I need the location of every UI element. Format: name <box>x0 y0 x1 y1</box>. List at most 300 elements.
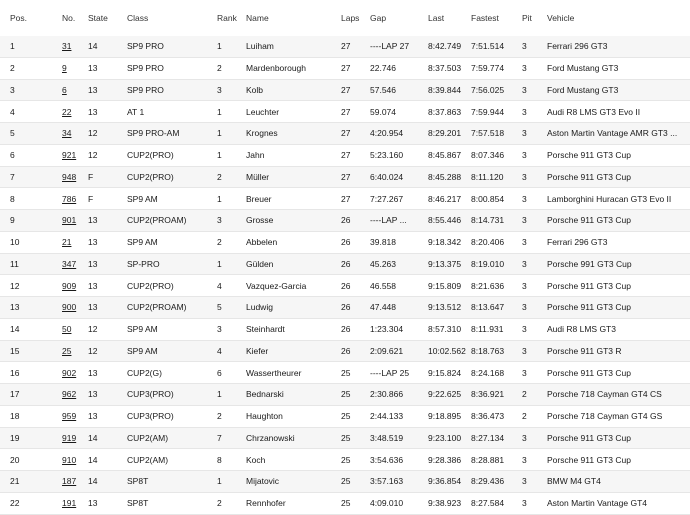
cell-vehicle: Lamborghini Huracan GT3 Evo II <box>547 188 690 210</box>
cell-class: SP8T <box>127 471 217 493</box>
cell-fastest-lap: 7:56.025 <box>471 79 522 101</box>
cell-fastest-lap: 8:20.406 <box>471 231 522 253</box>
cell-laps: 26 <box>341 275 370 297</box>
cell-pos: 5 <box>0 123 62 145</box>
cell-laps: 25 <box>341 449 370 471</box>
cell-rank: 3 <box>217 318 246 340</box>
cell-class: CUP2(PRO) <box>127 275 217 297</box>
table-row <box>0 57 690 79</box>
cell-rank: 1 <box>217 36 246 57</box>
cell-vehicle: Ferrari 296 GT3 <box>547 36 690 57</box>
cell-fastest-lap: 8:00.854 <box>471 188 522 210</box>
cell-state: 13 <box>88 492 127 514</box>
cell-vehicle: Porsche 718 Cayman GT4 GS <box>547 405 690 427</box>
cell-rank: 4 <box>217 340 246 362</box>
cell-pos: 15 <box>0 340 62 362</box>
results-body <box>0 36 690 514</box>
cell-gap: 22.746 <box>370 57 428 79</box>
cell-no <box>62 362 88 384</box>
cell-state: 13 <box>88 231 127 253</box>
car-number-link[interactable]: 34 <box>62 128 72 139</box>
cell-laps: 25 <box>341 362 370 384</box>
cell-state: 12 <box>88 318 127 340</box>
cell-pos: 4 <box>0 101 62 123</box>
cell-pit: 3 <box>522 362 547 384</box>
cell-state: 14 <box>88 471 127 493</box>
cell-vehicle: Porsche 911 GT3 Cup <box>547 427 690 449</box>
cell-pos: 22 <box>0 492 62 514</box>
cell-vehicle: Ferrari 296 GT3 <box>547 231 690 253</box>
cell-rank: 2 <box>217 57 246 79</box>
table-row <box>0 384 690 406</box>
header-gap[interactable]: Gap <box>370 13 387 23</box>
cell-laps: 26 <box>341 297 370 319</box>
car-number-link[interactable]: 901 <box>62 215 77 226</box>
cell-fastest-lap: 7:51.514 <box>471 36 522 57</box>
cell-vehicle: BMW M4 GT4 <box>547 471 690 493</box>
cell-driver-name: Kolb <box>246 79 341 101</box>
cell-gap: ----LAP 25 <box>370 362 428 384</box>
cell-state: 14 <box>88 427 127 449</box>
cell-vehicle: Porsche 911 GT3 Cup <box>547 362 690 384</box>
cell-laps: 27 <box>341 101 370 123</box>
cell-rank: 1 <box>217 144 246 166</box>
cell-state: 14 <box>88 449 127 471</box>
cell-fastest-lap: 8:36.921 <box>471 384 522 406</box>
cell-gap: ----LAP ... <box>370 210 428 232</box>
cell-pos: 3 <box>0 79 62 101</box>
cell-no <box>62 449 88 471</box>
cell-driver-name: Gülden <box>246 253 341 275</box>
cell-no <box>62 318 88 340</box>
cell-pos: 13 <box>0 297 62 319</box>
cell-last-lap: 9:38.923 <box>428 492 471 514</box>
cell-laps: 25 <box>341 427 370 449</box>
cell-gap: 1:23.304 <box>370 318 428 340</box>
cell-laps: 25 <box>341 384 370 406</box>
cell-class: SP-PRO <box>127 253 217 275</box>
car-number-link[interactable]: 919 <box>62 432 77 443</box>
cell-fastest-lap: 7:57.518 <box>471 123 522 145</box>
cell-vehicle: Audi R8 LMS GT3 <box>547 318 690 340</box>
cell-pit: 2 <box>522 384 547 406</box>
cell-gap: 46.558 <box>370 275 428 297</box>
cell-pos: 7 <box>0 166 62 188</box>
header-vehicle[interactable]: Vehicle <box>547 13 575 23</box>
cell-last-lap: 8:45.288 <box>428 166 471 188</box>
cell-no <box>62 405 88 427</box>
cell-pit: 3 <box>522 101 547 123</box>
cell-last-lap: 9:13.375 <box>428 253 471 275</box>
cell-pit: 3 <box>522 57 547 79</box>
table-row <box>0 318 690 340</box>
cell-no <box>62 79 88 101</box>
car-number-link[interactable]: 921 <box>62 150 77 161</box>
cell-pos: 1 <box>0 36 62 57</box>
cell-last-lap: 9:22.625 <box>428 384 471 406</box>
cell-vehicle: Porsche 911 GT3 Cup <box>547 144 690 166</box>
cell-fastest-lap: 8:14.731 <box>471 210 522 232</box>
car-number-link[interactable]: 962 <box>62 389 77 400</box>
cell-pit: 3 <box>522 231 547 253</box>
cell-driver-name: Leuchter <box>246 101 341 123</box>
car-number-link[interactable]: 347 <box>62 258 77 269</box>
cell-laps: 27 <box>341 123 370 145</box>
table-row <box>0 362 690 384</box>
cell-pit: 3 <box>522 275 547 297</box>
cell-last-lap: 9:36.854 <box>428 471 471 493</box>
table-row <box>0 210 690 232</box>
cell-pit: 3 <box>522 449 547 471</box>
cell-pos: 9 <box>0 210 62 232</box>
cell-class: SP9 PRO <box>127 57 217 79</box>
cell-state: 13 <box>88 101 127 123</box>
cell-last-lap: 8:57.310 <box>428 318 471 340</box>
cell-last-lap: 9:15.809 <box>428 275 471 297</box>
cell-last-lap: 9:18.895 <box>428 405 471 427</box>
cell-fastest-lap: 8:11.120 <box>471 166 522 188</box>
cell-driver-name: Mijatovic <box>246 471 341 493</box>
cell-gap: 57.546 <box>370 79 428 101</box>
table-row <box>0 340 690 362</box>
cell-class: SP8T <box>127 492 217 514</box>
cell-driver-name: Vazquez-Garcia <box>246 275 341 297</box>
car-number-link[interactable]: 21 <box>62 237 72 248</box>
cell-laps: 27 <box>341 188 370 210</box>
table-row <box>0 297 690 319</box>
cell-no <box>62 297 88 319</box>
cell-laps: 27 <box>341 79 370 101</box>
car-number-link[interactable]: 910 <box>62 454 77 465</box>
cell-rank: 2 <box>217 166 246 188</box>
cell-fastest-lap: 8:24.168 <box>471 362 522 384</box>
cell-state: 13 <box>88 210 127 232</box>
header-state[interactable]: State <box>88 13 108 23</box>
cell-vehicle: Aston Martin Vantage GT4 <box>547 492 690 514</box>
cell-no <box>62 253 88 275</box>
cell-gap: 45.263 <box>370 253 428 275</box>
cell-gap: 4:20.954 <box>370 123 428 145</box>
cell-pos: 2 <box>0 57 62 79</box>
cell-state: 13 <box>88 57 127 79</box>
cell-laps: 25 <box>341 471 370 493</box>
cell-pit: 3 <box>522 297 547 319</box>
cell-driver-name: Jahn <box>246 144 341 166</box>
cell-last-lap: 8:42.749 <box>428 36 471 57</box>
cell-fastest-lap: 7:59.774 <box>471 57 522 79</box>
cell-laps: 27 <box>341 144 370 166</box>
cell-gap: 59.074 <box>370 101 428 123</box>
cell-driver-name: Haughton <box>246 405 341 427</box>
cell-state: 13 <box>88 384 127 406</box>
cell-vehicle: Porsche 911 GT3 R <box>547 340 690 362</box>
cell-fastest-lap: 8:13.647 <box>471 297 522 319</box>
cell-vehicle: Audi R8 LMS GT3 Evo II <box>547 101 690 123</box>
cell-vehicle: Porsche 911 GT3 Cup <box>547 275 690 297</box>
cell-pit: 2 <box>522 405 547 427</box>
cell-rank: 3 <box>217 210 246 232</box>
header-rank[interactable]: Rank <box>217 13 237 23</box>
cell-vehicle: Porsche 911 GT3 Cup <box>547 210 690 232</box>
cell-state: 12 <box>88 123 127 145</box>
cell-vehicle: Ford Mustang GT3 <box>547 57 690 79</box>
cell-state: 13 <box>88 253 127 275</box>
cell-gap: 2:30.866 <box>370 384 428 406</box>
table-row <box>0 36 690 57</box>
cell-pos: 21 <box>0 471 62 493</box>
header-class[interactable]: Class <box>127 13 149 23</box>
cell-rank: 8 <box>217 449 246 471</box>
car-number-link[interactable]: 31 <box>62 41 72 52</box>
cell-driver-name: Chrzanowski <box>246 427 341 449</box>
cell-no <box>62 427 88 449</box>
cell-pit: 3 <box>522 36 547 57</box>
cell-fastest-lap: 8:18.763 <box>471 340 522 362</box>
cell-pos: 14 <box>0 318 62 340</box>
cell-vehicle: Porsche 718 Cayman GT4 CS <box>547 384 690 406</box>
table-row <box>0 449 690 471</box>
cell-gap: 3:54.636 <box>370 449 428 471</box>
cell-no <box>62 275 88 297</box>
header-laps[interactable]: Laps <box>341 13 360 23</box>
cell-no <box>62 471 88 493</box>
cell-rank: 1 <box>217 101 246 123</box>
cell-driver-name: Luiham <box>246 36 341 57</box>
cell-pit: 3 <box>522 492 547 514</box>
cell-laps: 26 <box>341 210 370 232</box>
cell-class: CUP2(PRO) <box>127 144 217 166</box>
cell-last-lap: 9:28.386 <box>428 449 471 471</box>
cell-last-lap: 9:23.100 <box>428 427 471 449</box>
cell-rank: 1 <box>217 253 246 275</box>
cell-driver-name: Breuer <box>246 188 341 210</box>
cell-class: SP9 AM <box>127 231 217 253</box>
cell-no <box>62 340 88 362</box>
header-pos[interactable]: Pos. <box>10 13 28 23</box>
cell-class: SP9 AM <box>127 340 217 362</box>
cell-vehicle: Aston Martin Vantage AMR GT3 ... <box>547 123 690 145</box>
car-number-link[interactable]: 187 <box>62 476 77 487</box>
cell-pos: 11 <box>0 253 62 275</box>
cell-class: SP9 PRO <box>127 36 217 57</box>
cell-no <box>62 123 88 145</box>
cell-driver-name: Koch <box>246 449 341 471</box>
car-number-link[interactable]: 22 <box>62 106 72 117</box>
cell-last-lap: 9:18.342 <box>428 231 471 253</box>
table-row <box>0 101 690 123</box>
car-number-link[interactable]: 191 <box>62 498 77 509</box>
cell-driver-name: Mardenborough <box>246 57 341 79</box>
cell-class: CUP3(PRO) <box>127 405 217 427</box>
cell-last-lap: 8:55.446 <box>428 210 471 232</box>
cell-gap: 2:44.133 <box>370 405 428 427</box>
cell-fastest-lap: 8:07.346 <box>471 144 522 166</box>
car-number-link[interactable]: 786 <box>62 193 77 204</box>
cell-laps: 27 <box>341 57 370 79</box>
cell-state: F <box>88 166 127 188</box>
cell-fastest-lap: 7:59.944 <box>471 101 522 123</box>
cell-last-lap: 9:15.824 <box>428 362 471 384</box>
cell-pit: 3 <box>522 253 547 275</box>
cell-state: 13 <box>88 275 127 297</box>
cell-gap: 47.448 <box>370 297 428 319</box>
car-number-link[interactable]: 50 <box>62 324 72 335</box>
cell-no <box>62 57 88 79</box>
cell-vehicle: Porsche 991 GT3 Cup <box>547 253 690 275</box>
cell-class: SP9 AM <box>127 318 217 340</box>
cell-pit: 3 <box>522 144 547 166</box>
cell-fastest-lap: 8:28.881 <box>471 449 522 471</box>
car-number-link[interactable]: 25 <box>62 345 72 356</box>
cell-pit: 3 <box>522 123 547 145</box>
cell-state: 13 <box>88 362 127 384</box>
cell-class: SP9 PRO <box>127 79 217 101</box>
cell-pit: 3 <box>522 471 547 493</box>
cell-rank: 1 <box>217 384 246 406</box>
cell-last-lap: 8:37.503 <box>428 57 471 79</box>
cell-no <box>62 210 88 232</box>
table-row <box>0 231 690 253</box>
cell-rank: 4 <box>217 275 246 297</box>
car-number-link[interactable]: 948 <box>62 171 77 182</box>
cell-pit: 3 <box>522 188 547 210</box>
cell-last-lap: 9:13.512 <box>428 297 471 319</box>
cell-fastest-lap: 8:29.436 <box>471 471 522 493</box>
cell-class: CUP2(G) <box>127 362 217 384</box>
cell-driver-name: Kiefer <box>246 340 341 362</box>
cell-class: CUP2(PRO) <box>127 166 217 188</box>
cell-vehicle: Porsche 911 GT3 Cup <box>547 297 690 319</box>
cell-laps: 26 <box>341 253 370 275</box>
cell-state: 13 <box>88 297 127 319</box>
cell-pos: 17 <box>0 384 62 406</box>
header-no[interactable]: No. <box>62 13 76 23</box>
cell-fastest-lap: 8:21.636 <box>471 275 522 297</box>
header-row <box>0 0 690 36</box>
cell-vehicle: Porsche 911 GT3 Cup <box>547 449 690 471</box>
header-name[interactable]: Name <box>246 13 269 23</box>
cell-laps: 27 <box>341 36 370 57</box>
table-row <box>0 471 690 493</box>
cell-last-lap: 10:02.562 <box>428 340 471 362</box>
cell-pit: 3 <box>522 210 547 232</box>
car-number-link[interactable]: 9 <box>62 63 67 74</box>
cell-pos: 12 <box>0 275 62 297</box>
cell-gap: ----LAP 27 <box>370 36 428 57</box>
cell-driver-name: Steinhardt <box>246 318 341 340</box>
cell-driver-name: Müller <box>246 166 341 188</box>
table-row <box>0 275 690 297</box>
cell-state: 14 <box>88 36 127 57</box>
table-row <box>0 166 690 188</box>
cell-state: 13 <box>88 79 127 101</box>
cell-driver-name: Krognes <box>246 123 341 145</box>
cell-rank: 2 <box>217 492 246 514</box>
cell-no <box>62 492 88 514</box>
cell-gap: 39.818 <box>370 231 428 253</box>
cell-class: SP9 AM <box>127 188 217 210</box>
cell-no <box>62 231 88 253</box>
cell-state: 12 <box>88 144 127 166</box>
cell-driver-name: Ludwig <box>246 297 341 319</box>
header-fastest[interactable]: Fastest <box>471 13 499 23</box>
cell-gap: 6:40.024 <box>370 166 428 188</box>
cell-no <box>62 188 88 210</box>
cell-fastest-lap: 8:11.931 <box>471 318 522 340</box>
table-row <box>0 123 690 145</box>
cell-laps: 26 <box>341 231 370 253</box>
header-last[interactable]: Last <box>428 13 445 23</box>
cell-gap: 4:09.010 <box>370 492 428 514</box>
cell-last-lap: 8:46.217 <box>428 188 471 210</box>
cell-pit: 3 <box>522 166 547 188</box>
cell-no <box>62 384 88 406</box>
cell-laps: 26 <box>341 340 370 362</box>
table-row <box>0 427 690 449</box>
cell-no <box>62 36 88 57</box>
table-row <box>0 492 690 514</box>
cell-driver-name: Bednarski <box>246 384 341 406</box>
cell-rank: 1 <box>217 471 246 493</box>
car-number-link[interactable]: 909 <box>62 280 77 291</box>
header-pit[interactable]: Pit <box>522 13 532 23</box>
cell-no <box>62 166 88 188</box>
cell-laps: 25 <box>341 492 370 514</box>
cell-state: F <box>88 188 127 210</box>
cell-vehicle: Porsche 911 GT3 Cup <box>547 166 690 188</box>
car-number-link[interactable]: 6 <box>62 84 67 95</box>
cell-class: CUP2(PROAM) <box>127 297 217 319</box>
cell-rank: 2 <box>217 405 246 427</box>
cell-rank: 1 <box>217 123 246 145</box>
cell-gap: 5:23.160 <box>370 144 428 166</box>
cell-laps: 26 <box>341 318 370 340</box>
cell-gap: 7:27.267 <box>370 188 428 210</box>
cell-pos: 18 <box>0 405 62 427</box>
table-row <box>0 405 690 427</box>
cell-last-lap: 8:37.863 <box>428 101 471 123</box>
cell-state: 13 <box>88 405 127 427</box>
cell-laps: 25 <box>341 405 370 427</box>
cell-laps: 27 <box>341 166 370 188</box>
cell-state: 12 <box>88 340 127 362</box>
cell-driver-name: Wassertheurer <box>246 362 341 384</box>
cell-rank: 7 <box>217 427 246 449</box>
cell-fastest-lap: 8:27.584 <box>471 492 522 514</box>
cell-last-lap: 8:39.844 <box>428 79 471 101</box>
cell-pos: 8 <box>0 188 62 210</box>
car-number-link[interactable]: 959 <box>62 411 77 422</box>
cell-no <box>62 144 88 166</box>
cell-last-lap: 8:29.201 <box>428 123 471 145</box>
car-number-link[interactable]: 900 <box>62 302 77 313</box>
cell-pos: 10 <box>0 231 62 253</box>
cell-fastest-lap: 8:27.134 <box>471 427 522 449</box>
car-number-link[interactable]: 902 <box>62 367 77 378</box>
cell-fastest-lap: 8:36.473 <box>471 405 522 427</box>
cell-pit: 3 <box>522 79 547 101</box>
table-row <box>0 144 690 166</box>
cell-rank: 2 <box>217 231 246 253</box>
cell-last-lap: 8:45.867 <box>428 144 471 166</box>
cell-rank: 3 <box>217 79 246 101</box>
table-row <box>0 188 690 210</box>
cell-pos: 20 <box>0 449 62 471</box>
cell-driver-name: Rennhofer <box>246 492 341 514</box>
cell-class: AT 1 <box>127 101 217 123</box>
cell-rank: 5 <box>217 297 246 319</box>
cell-pos: 6 <box>0 144 62 166</box>
